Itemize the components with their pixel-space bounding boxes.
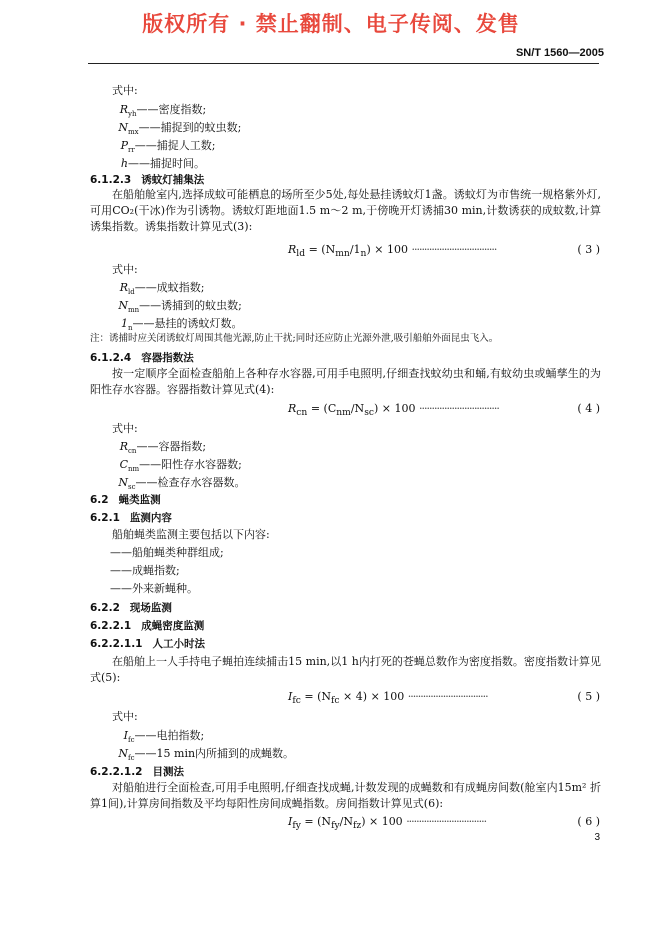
section-number: 6.1.2.4 [90,352,132,364]
formula-rhs: = (N [300,690,332,703]
formula-number: ( 3 ) [577,243,600,256]
standard-number: SN/T 1560—2005 [515,47,604,59]
definition-symbol: R [119,440,128,453]
section-number: 6.2.1 [90,512,120,524]
definition-subscript: fc [128,754,135,763]
definition-subscript: mx [128,128,139,137]
definition-subscript: ld [128,288,135,297]
dot-leader: ································ [406,815,487,828]
list-item: ——船舶蝇类种群组成; [110,546,224,559]
section-title: 现场监测 [129,602,172,614]
section-title: 目测法 [152,766,184,778]
formula-number: ( 6 ) [577,815,600,828]
definition-dash: —— [134,747,157,760]
formula-sub: fz [352,820,362,832]
formula-lhs: I [288,690,293,703]
definition-symbol: P [120,139,128,152]
formula-rhs: ) × 100 [362,690,405,703]
section-title: 人工小时法 [152,638,205,650]
definition-subscript: nm [128,465,140,474]
note: 注：诱捕时应关闭诱蚊灯周围其他光源,防止干扰;同时还应防止光源外泄,吸引船舶外面昆虫飞入。 [90,333,499,344]
definition-item [106,297,242,314]
header-rule [88,63,599,64]
section-title: 监测内容 [129,512,172,524]
copyright-banner: 版权所有 · 禁止翻制、电子传阅、发售 [142,12,520,36]
formula-rhs: = (N [300,815,332,828]
section-number: 6.2.2.1.2 [90,766,143,778]
definition-symbol: N [118,747,128,760]
dot-leader: ································ [419,402,499,415]
definition-symbol: N [118,476,128,489]
definition-subscript: rr [128,146,135,155]
formula-sub: sc [364,407,375,419]
formula-sub: fc [292,695,301,707]
page-number: 3 [594,832,600,843]
definition-item [106,456,242,473]
definition-text: 诱捕到的蚊虫数; [161,299,242,312]
definition-subscript: sc [128,483,136,492]
definition-item [106,119,241,136]
definition-subscript: cn [128,447,137,456]
formula-5 [288,690,488,706]
formula-rhs: ) × 100 [366,243,408,256]
definition-text: 捕捉到的蚊虫数; [160,121,242,134]
formula-sub: fc [331,695,340,707]
section-heading [90,492,161,507]
definition-text: 15 min内所捕到的成蝇数。 [156,747,295,760]
definition-item [106,727,204,744]
definition-subscript: n [128,324,133,333]
formula-sub: mn [335,248,350,260]
where-label: 式中: [112,422,138,435]
where-label: 式中: [112,263,138,276]
section-heading [90,764,184,779]
formula-rhs: ) × 100 [374,402,416,415]
section-number: 6.2.2 [90,602,120,614]
definition-dash: —— [136,440,159,453]
definition-dash: —— [132,317,155,330]
definition-subscript: fc [128,736,135,745]
definition-symbol: h [120,157,128,170]
formula-rhs: = (N [305,243,336,256]
definition-dash: —— [139,458,162,471]
paragraph: 按一定顺序全面检查船舶上各种存水容器,可用手电照明,仔细查找蚊幼虫和蛹,有蚊幼虫或蛹孳生的为阳性存水容器。容器指数计算见式(4): [90,367,601,396]
definition-text: 捕捉时间。 [150,157,205,170]
definition-symbol: R [119,281,128,294]
formula-4 [288,402,499,418]
formula-rhs: /1 [349,243,361,256]
definition-text: 检查存水容器数。 [157,476,246,489]
formula-sub: cn [296,407,308,419]
formula-number: ( 5 ) [577,690,600,703]
definition-text: 阳性存水容器数; [161,458,242,471]
definition-subscript: yh [128,110,137,119]
section-heading [90,618,204,633]
definition-text: 悬挂的诱蚊灯数。 [154,317,243,330]
formula-rhs: /N [350,402,365,415]
formula-sub: fy [331,820,340,832]
paragraph: 在船舶舱室内,选择成蚊可能栖息的场所至少5处,每处悬挂诱蚊灯1盏。诱蚊灯为市售统一规格紫外灯,可用CO₂(干冰)作为引诱物。诱蚊灯距地面1.5 m～2 m,于傍晚开灯诱捕30 min,计数诱获的成蚊数,计算诱集指数。诱集指数计算见式(3): [90,188,601,233]
formula-rhs: /N [339,815,353,828]
section-title: 容器指数法 [141,352,194,364]
definition-symbol: I [123,729,128,742]
definition-item [106,155,205,172]
definition-item [106,474,246,491]
definition-dash: —— [134,139,157,152]
section-title: 成蝇密度监测 [141,620,205,632]
section-heading [90,636,205,651]
where-label: 式中: [112,710,138,723]
list-item: ——外来新蝇种。 [110,582,198,595]
definition-dash: —— [128,157,150,170]
definition-text: 捕捉人工数; [156,139,216,152]
definition-item [106,315,243,332]
definition-text: 成蚊指数; [156,281,205,294]
formula-lhs: I [288,815,293,828]
formula-rhs: = (C [307,402,337,415]
formula-3 [288,243,496,259]
formula-sub: fy [292,820,301,832]
definition-text: 电拍指数; [156,729,205,742]
section-number: 6.1.2.3 [90,174,132,186]
definition-item [106,745,294,762]
section-heading [90,172,204,187]
definition-subscript: mn [128,306,140,315]
formula-sub: n [360,248,367,260]
list-item: ——成蝇指数; [110,564,180,577]
dot-leader: ································ [407,690,488,703]
section-title: 诱蚊灯捕集法 [141,174,205,186]
where-label: 式中: [112,84,138,97]
definition-dash: —— [136,103,159,116]
section-title: 蝇类监测 [118,494,161,506]
dot-leader: ·································· [411,243,497,256]
formula-lhs: R [288,243,297,256]
definition-text: 容器指数; [158,440,207,453]
section-number: 6.2 [90,494,109,506]
paragraph: 在船舶上一人手持电子蝇拍连续捕击15 min,以1 h内打死的苍蝇总数作为密度指数。密度指数计算见式(5): [90,655,601,684]
formula-sub: nm [336,407,351,419]
definition-item [106,438,206,455]
definition-item [106,101,206,118]
formula-sub: ld [296,248,306,260]
definition-dash: —— [135,476,158,489]
formula-6 [288,815,486,831]
formula-rhs: ) × 100 [361,815,403,828]
definition-symbol: 1 [121,317,128,330]
section-heading [90,350,194,365]
section-heading [90,600,172,615]
definition-dash: —— [138,121,161,134]
definition-symbol: N [118,299,128,312]
formula-lhs: R [288,402,297,415]
formula-rhs: × 4 [339,690,363,703]
section-heading [90,510,172,525]
definition-dash: —— [139,299,162,312]
definition-text: 密度指数; [158,103,207,116]
definition-item [106,137,215,154]
definition-item [106,279,204,296]
definition-dash: —— [134,729,157,742]
section-number: 6.2.2.1 [90,620,132,632]
paragraph: 对船舶进行全面检查,可用手电照明,仔细查找成蝇,计数发现的成蝇数和有成蝇房间数(舱室内15m² 折算1间),计算房间指数及平均每阳性房间成蝇指数。房间指数计算见式(6): [90,781,601,810]
paragraph: 船舶蝇类监测主要包括以下内容: [112,528,270,541]
definition-symbol: C [119,458,128,471]
formula-number: ( 4 ) [577,402,600,415]
section-number: 6.2.2.1.1 [90,638,143,650]
definition-dash: —— [134,281,157,294]
definition-symbol: R [119,103,128,116]
definition-symbol: N [118,121,128,134]
